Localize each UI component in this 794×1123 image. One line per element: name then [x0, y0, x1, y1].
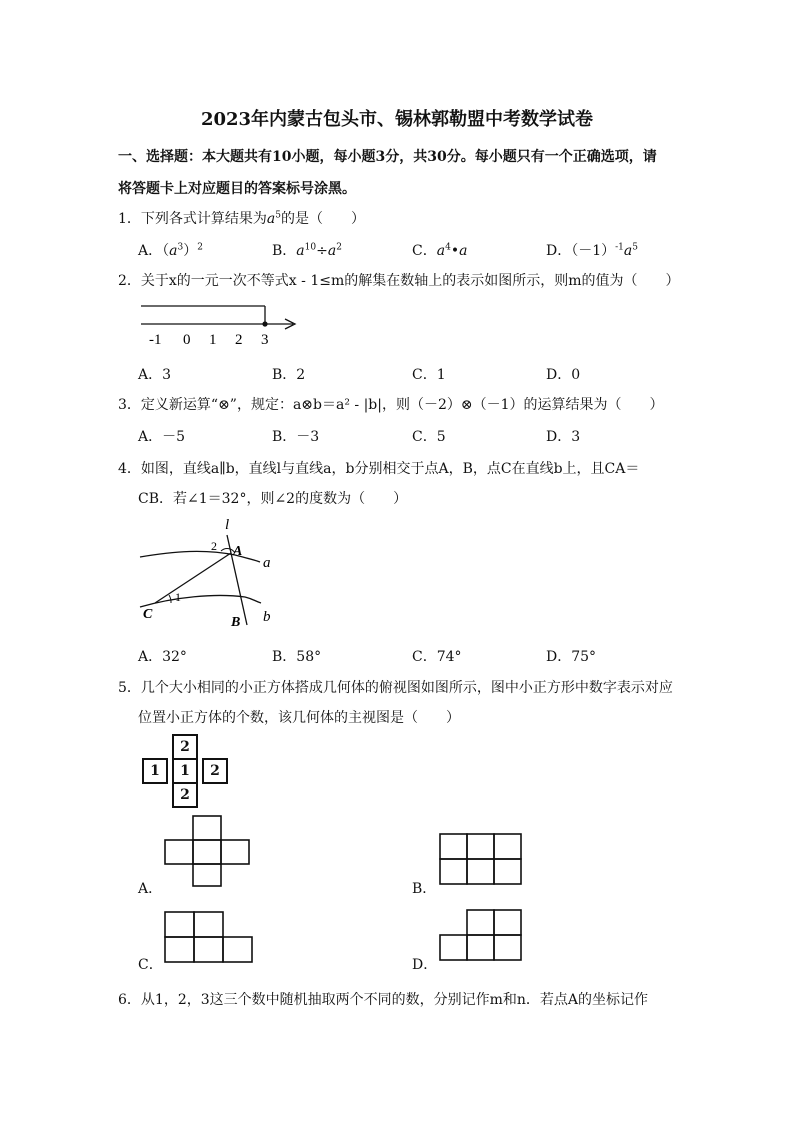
q1-option-b[interactable]: B．$a^{10}\div a^2$: [272, 242, 342, 259]
q3-option-a[interactable]: A．－5: [138, 429, 186, 445]
q4-option-b[interactable]: B．58°: [272, 649, 322, 665]
label-line-b: b: [263, 609, 271, 625]
q5-option-d-figure[interactable]: [439, 908, 525, 964]
axis-label-neg1: -1: [149, 332, 162, 348]
q2-option-d[interactable]: D．0: [546, 367, 581, 383]
top-view-cell-right: 2: [202, 758, 228, 784]
q5-option-b-figure[interactable]: [439, 832, 523, 888]
q2-option-c[interactable]: C．1: [412, 367, 446, 383]
label-angle-2: 2: [211, 539, 217, 553]
label-point-a: A: [233, 544, 243, 559]
axis-label-1: 1: [209, 332, 217, 348]
q3-option-c[interactable]: C．5: [412, 429, 446, 445]
q5-option-d-label: D．: [412, 957, 438, 973]
section-header-line1: 一、选择题：本大题共有10小题，每小题3分，共30分。每小题只有一个正确选项，请: [118, 149, 657, 165]
q1-var: a: [266, 211, 276, 227]
section-header-line2: 将答题卡上对应题目的答案标号涂黑。: [118, 181, 356, 197]
q2-option-b[interactable]: B．2: [272, 367, 306, 383]
question-6-stem: 6．从1，2，3这三个数中随机抽取两个不同的数，分别记作m和n．若点A的坐标记作: [118, 992, 649, 1008]
page-title: 2023年内蒙古包头市、锡林郭勒盟中考数学试卷: [200, 109, 594, 130]
label-l: l: [225, 517, 230, 533]
q2-option-a[interactable]: A．3: [138, 367, 172, 383]
q1-option-c[interactable]: C．$a^4•a$: [412, 242, 468, 259]
q4-option-a[interactable]: A．32°: [138, 649, 187, 665]
top-view-grid: [142, 734, 232, 806]
angle-1-arc: [169, 595, 171, 603]
q5-option-c-figure[interactable]: [164, 910, 256, 966]
axis-label-3: 3: [261, 332, 269, 348]
question-1-stem: 1．下列各式计算结果为$a^5$的是（ ）: [118, 210, 366, 227]
top-view-cell-left: 1: [142, 758, 168, 784]
q1-option-d[interactable]: D．$(-1)^{-1}a^5$: [546, 242, 639, 259]
number-line-figure: [135, 298, 305, 350]
q3-option-d[interactable]: D．3: [546, 429, 581, 445]
question-5-stem-line2: 位置小正方体的个数，该几何体的主视图是（ ）: [138, 710, 460, 726]
q5-option-a-label: A．: [138, 881, 163, 897]
top-view-cell-bottom: 2: [172, 782, 198, 808]
q4-option-c[interactable]: C．74°: [412, 649, 462, 665]
label-line-a: a: [263, 555, 271, 571]
q5-option-b-label: B．: [412, 881, 437, 897]
q5-option-c-label: C．: [138, 957, 163, 973]
q4-option-d[interactable]: D．75°: [546, 649, 597, 665]
label-point-b: B: [231, 615, 241, 630]
parallel-lines-figure: [135, 515, 295, 630]
label-angle-1: 1: [175, 590, 181, 604]
question-4-stem-line1: 4．如图，直线a∥b，直线l与直线a，b分别相交于点A，B，点C在直线b上，且CA＝: [118, 461, 640, 477]
q1-option-a[interactable]: A．$(a^3)^2$: [138, 242, 203, 259]
axis-label-2: 2: [235, 332, 243, 348]
q3-option-b[interactable]: B．－3: [272, 429, 320, 445]
label-point-c: C: [143, 607, 153, 622]
top-view-cell-center: 1: [172, 758, 198, 784]
question-4-stem-line2: CB．若∠1＝32°，则∠2的度数为（ ）: [138, 491, 408, 507]
question-2-stem: 2．关于x的一元一次不等式x - 1≤m的解集在数轴上的表示如图所示，则m的值为（ ）: [118, 273, 680, 289]
question-5-stem-line1: 5．几个大小相同的小正方体搭成几何体的俯视图如图所示，图中小正方形中数字表示对应: [118, 680, 673, 696]
axis-label-0: 0: [183, 332, 191, 348]
top-view-cell-top: 2: [172, 734, 198, 760]
question-3-stem: 3．定义新运算“⊗”，规定：a⊗b＝a² - |b|，则（－2）⊗（－1）的运算结果为（ ）: [118, 397, 664, 413]
q5-option-a-figure[interactable]: [164, 814, 254, 888]
